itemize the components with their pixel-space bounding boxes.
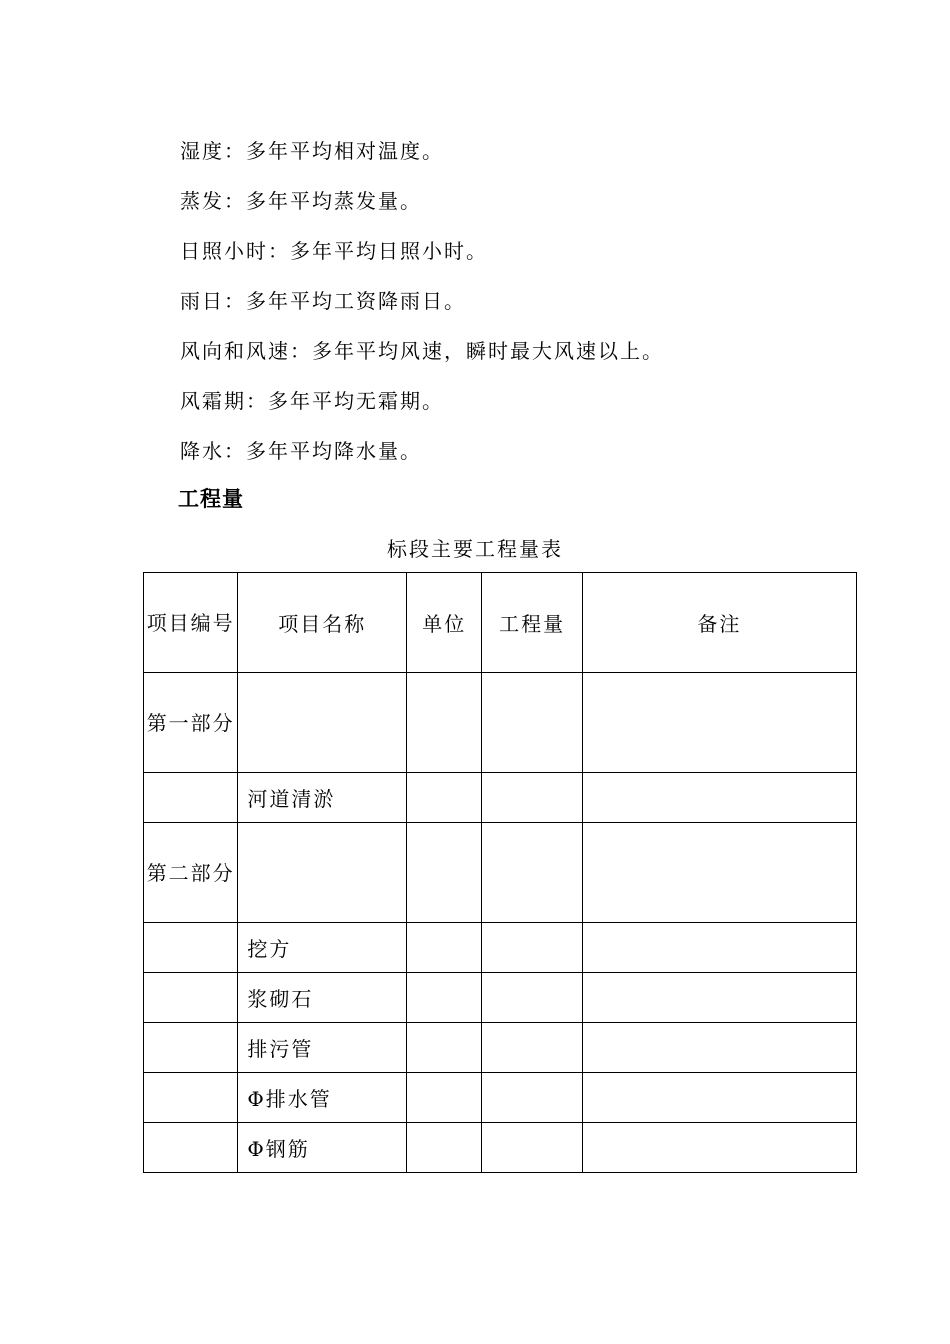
cell-name: [238, 673, 407, 773]
cell-quantity: [482, 1123, 582, 1173]
cell-name: 排污管: [238, 1023, 407, 1073]
cell-unit: [407, 1073, 482, 1123]
quantity-table: [143, 572, 857, 1173]
cell-index: [144, 1123, 238, 1173]
paragraph-sunshine-hours: 日照小时：多年平均日照小时。: [180, 239, 488, 263]
cell-name: Φ钢筋: [238, 1123, 407, 1173]
cell-index: [144, 973, 238, 1023]
paragraph-rain-days: 雨日：多年平均工资降雨日。: [180, 289, 466, 313]
cell-remark: [582, 1123, 856, 1173]
paragraph-evaporation: 蒸发：多年平均蒸发量。: [180, 189, 422, 213]
cell-index: [144, 773, 238, 823]
table-row: [144, 1123, 857, 1173]
header-quantity: 工程量: [482, 573, 582, 673]
cell-remark: [582, 923, 856, 973]
cell-remark: [582, 1023, 856, 1073]
cell-name: [238, 823, 407, 923]
cell-remark: [582, 1073, 856, 1123]
cell-name: 挖方: [238, 923, 407, 973]
cell-name: 河道清淤: [238, 773, 407, 823]
paragraph-wind: 风向和风速：多年平均风速，瞬时最大风速以上。: [180, 339, 664, 363]
cell-index: 第一部分: [144, 673, 238, 773]
cell-quantity: [482, 1073, 582, 1123]
cell-unit: [407, 773, 482, 823]
table-row: [144, 773, 857, 823]
cell-unit: [407, 673, 482, 773]
cell-quantity: [482, 1023, 582, 1073]
cell-unit: [407, 1023, 482, 1073]
cell-unit: [407, 823, 482, 923]
header-item-name: 项目名称: [238, 573, 407, 673]
paragraph-precipitation: 降水：多年平均降水量。: [180, 439, 422, 463]
table-caption: 标段主要工程量表: [387, 537, 563, 561]
table-row: [144, 923, 857, 973]
header-remark: 备注: [582, 573, 856, 673]
cell-unit: [407, 923, 482, 973]
cell-name: 浆砌石: [238, 973, 407, 1023]
cell-remark: [582, 973, 856, 1023]
cell-index: 第二部分: [144, 823, 238, 923]
table-row: [144, 823, 857, 923]
cell-remark: [582, 823, 856, 923]
table-row: [144, 673, 857, 773]
section-heading: 工程量: [178, 487, 244, 511]
table-header-row: [144, 573, 857, 673]
cell-quantity: [482, 773, 582, 823]
table-row: [144, 1073, 857, 1123]
header-item-number: 项目编号: [144, 573, 238, 673]
table-row: [144, 973, 857, 1023]
cell-index: [144, 1073, 238, 1123]
paragraph-humidity: 湿度：多年平均相对温度。: [180, 139, 444, 163]
paragraph-frost-period: 风霜期：多年平均无霜期。: [180, 389, 444, 413]
cell-quantity: [482, 823, 582, 923]
table-row: [144, 1023, 857, 1073]
cell-index: [144, 923, 238, 973]
cell-quantity: [482, 973, 582, 1023]
cell-remark: [582, 673, 856, 773]
cell-quantity: [482, 923, 582, 973]
header-unit: 单位: [407, 573, 482, 673]
cell-unit: [407, 1123, 482, 1173]
cell-quantity: [482, 673, 582, 773]
cell-name: Φ排水管: [238, 1073, 407, 1123]
cell-index: [144, 1023, 238, 1073]
cell-unit: [407, 973, 482, 1023]
cell-remark: [582, 773, 856, 823]
